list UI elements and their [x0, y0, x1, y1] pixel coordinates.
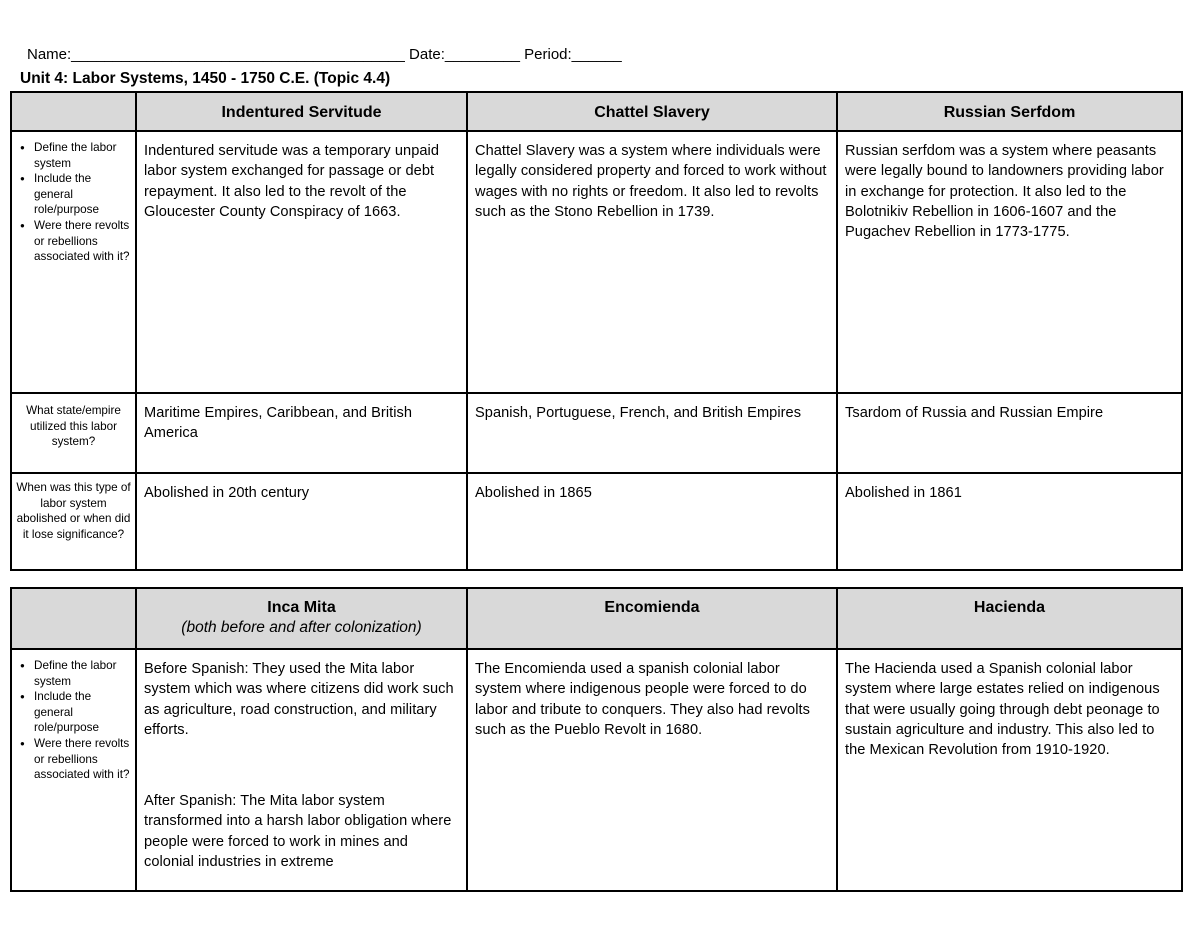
- labor-systems-table-2: [10, 587, 1183, 892]
- question-cell: [11, 131, 136, 393]
- answer-cell[interactable]: Russian serfdom was a system where peasants were legally bound to landowners providing labor in exchange for protection. It also led to the Bolotnikiv Rebellion in 1606-1607 and the Pugachev Rebellion in 1773-1775.: [837, 131, 1182, 393]
- answer-cell[interactable]: Indentured servitude was a temporary unpaid labor system exchanged for passage or debt repayment. It also led to the revolt of the Gloucester County Conspiracy of 1663.: [136, 131, 467, 393]
- question-cell: [11, 649, 136, 891]
- header-encomienda: Encomienda: [467, 588, 837, 649]
- answer-cell[interactable]: Tsardom of Russia and Russian Empire: [837, 393, 1182, 473]
- name-date-period-line: Name:________________________________________ Date:_________ Period:______: [27, 46, 622, 63]
- answer-cell[interactable]: Maritime Empires, Caribbean, and British America: [136, 393, 467, 473]
- table-row: [11, 649, 1182, 891]
- header-chattel-slavery: Chattel Slavery: [467, 92, 837, 131]
- header-indentured-servitude: Indentured Servitude: [136, 92, 467, 131]
- table-row: [11, 473, 1182, 570]
- answer-cell[interactable]: The Hacienda used a Spanish colonial labor system where large estates relied on indigenous that were usually going through debt peonage to sustain agriculture and industry. This also led to the Mexican Revolution from 1910-1920.: [837, 649, 1182, 891]
- answer-cell[interactable]: The Encomienda used a spanish colonial labor system where indigenous people were forced to do labor and tribute to conquers. They also had revolts such as the Pueblo Revolt in 1680.: [467, 649, 837, 891]
- answer-cell[interactable]: [136, 649, 467, 891]
- header-blank-cell: [11, 92, 136, 131]
- question-item: ● Include the general role/purpose: [20, 171, 133, 218]
- question-item: ● Were there revolts or rebellions associated with it?: [20, 736, 133, 783]
- answer-cell[interactable]: Chattel Slavery was a system where individuals were legally considered property and forced to work without wages with no rights or freedom. It also led to revolts such as the Stono Rebellion in 1739.: [467, 131, 837, 393]
- header-inca-mita: Inca Mita (both before and after colonization): [136, 588, 467, 649]
- question-cell: When was this type of labor system abolished or when did it lose significance?: [11, 473, 136, 570]
- table-header-row: [11, 92, 1182, 131]
- inca-before-text: Before Spanish: They used the Mita labor system which was where citizens did work such as agriculture, road construction, and military efforts.: [144, 661, 454, 738]
- question-item: ● Define the labor system: [20, 140, 133, 171]
- question-item: ● Include the general role/purpose: [20, 689, 133, 736]
- inca-mita-subtitle: (both before and after colonization): [181, 619, 422, 636]
- page-title: Unit 4: Labor Systems, 1450 - 1750 C.E. (Topic 4.4): [20, 70, 391, 87]
- inca-after-text: After Spanish: The Mita labor system transformed into a harsh labor obligation where people were forced to work in mines and colonial industries in extreme: [144, 793, 452, 871]
- answer-cell[interactable]: Spanish, Portuguese, French, and British Empires: [467, 393, 837, 473]
- answer-cell[interactable]: Abolished in 20th century: [136, 473, 467, 570]
- header-russian-serfdom: Russian Serfdom: [837, 92, 1182, 131]
- question-cell: What state/empire utilized this labor system?: [11, 393, 136, 473]
- header-hacienda: Hacienda: [837, 588, 1182, 649]
- table-header-row: [11, 588, 1182, 649]
- labor-systems-table-1: [10, 91, 1183, 571]
- answer-cell[interactable]: Abolished in 1861: [837, 473, 1182, 570]
- question-item: ● Were there revolts or rebellions associated with it?: [20, 218, 133, 265]
- header-blank-cell: [11, 588, 136, 649]
- table-row: [11, 393, 1182, 473]
- table-row: [11, 131, 1182, 393]
- question-item: ● Define the labor system: [20, 658, 133, 689]
- answer-cell[interactable]: Abolished in 1865: [467, 473, 837, 570]
